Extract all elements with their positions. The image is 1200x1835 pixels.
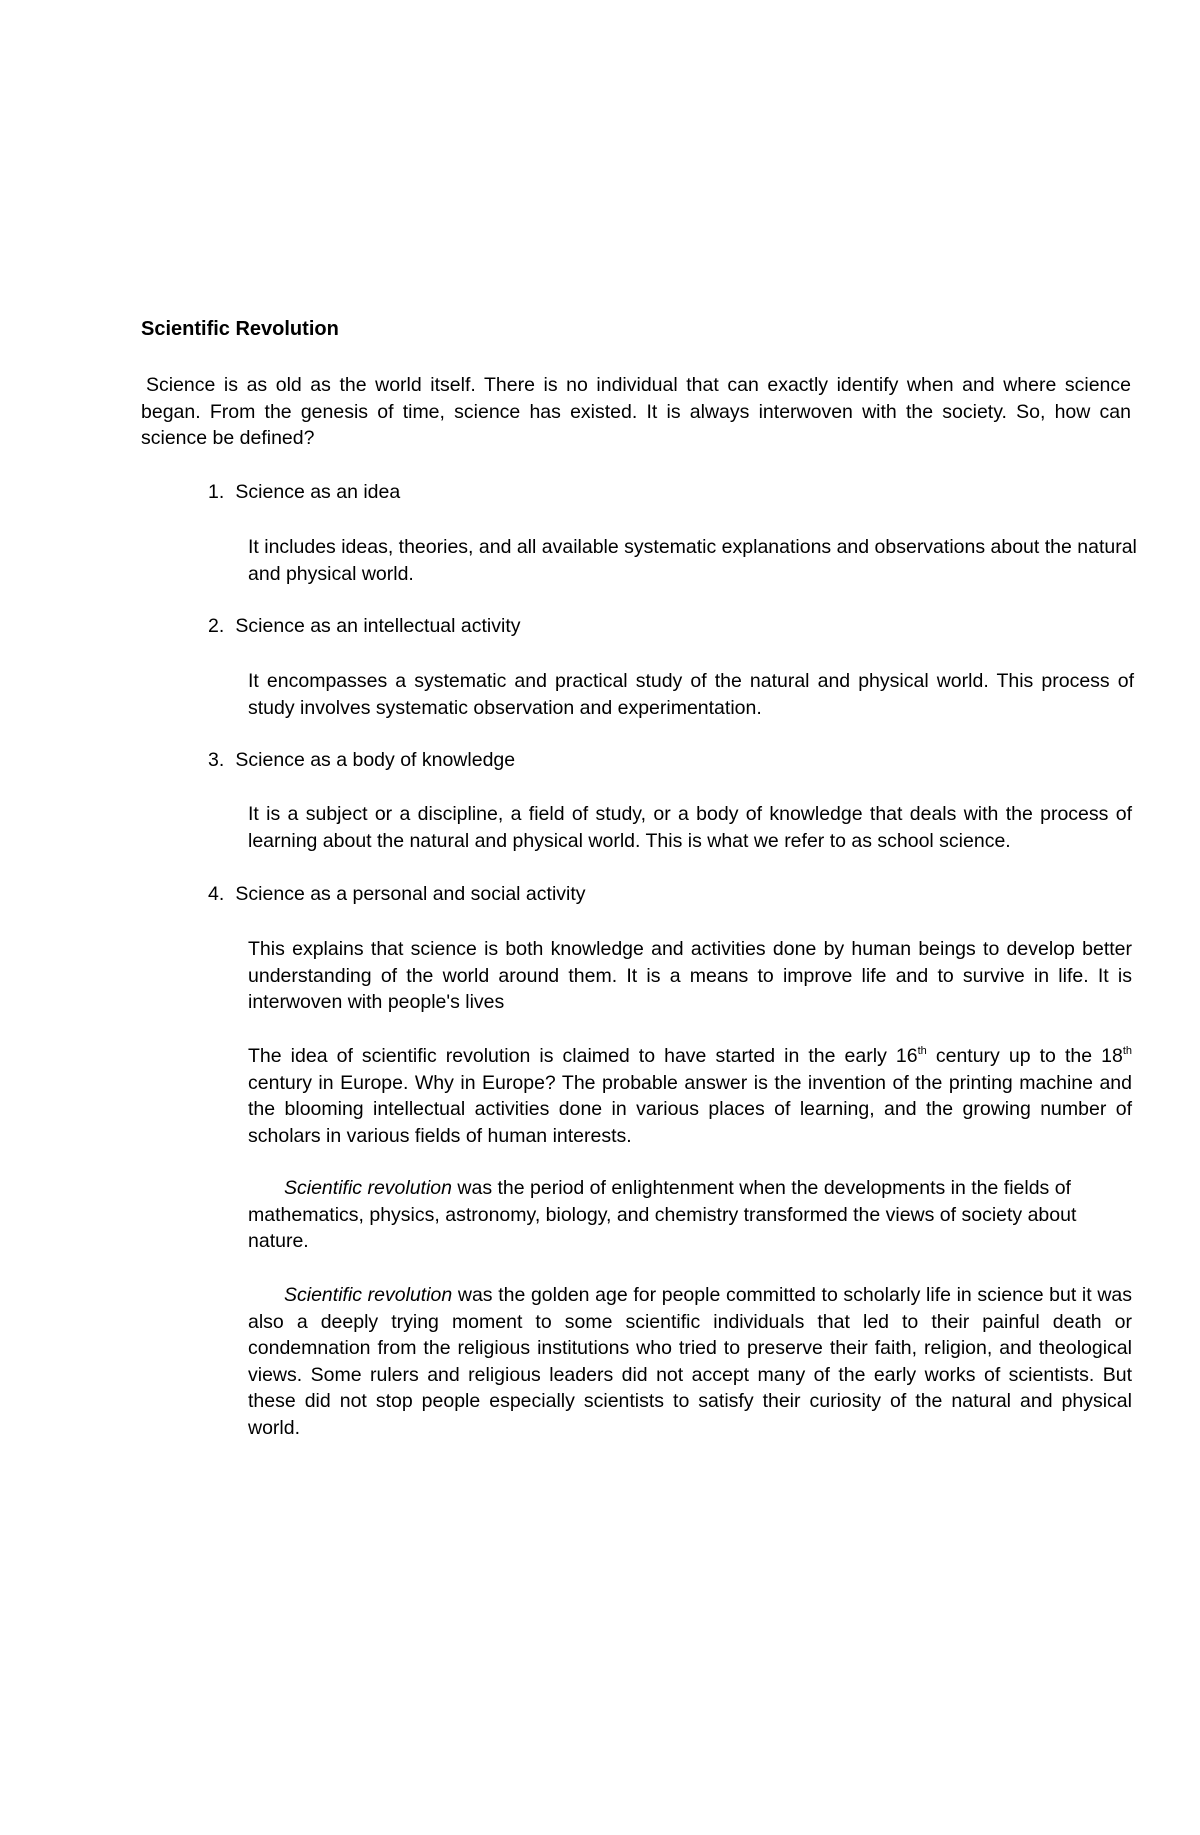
italic-term: Scientific revolution (284, 1177, 452, 1199)
list-item-heading-4 (208, 881, 586, 908)
revolution-text-2: century up to the 18 (926, 1045, 1123, 1067)
definition-text: was the period of enlightenment when the developments in the fields of mathematics, physics, astronomy, biology, and chemistry transformed the views of society about nature. (248, 1177, 1077, 1252)
list-item-body-2: It encompasses a systematic and practical study of the natural and physical world. This process of study involves systematic observation and experimentation. (248, 670, 1134, 719)
revolution-text-1: The idea of scientific revolution is claimed to have started in the early 16 (248, 1045, 918, 1067)
revolution-paragraph (248, 1043, 1132, 1149)
revolution-text-3: century in Europe. Why in Europe? The probable answer is the invention of the printing machine and the blooming intellectual activities done in various places of learning, and the growing number of scholars in various fields of human interests. (248, 1071, 1132, 1147)
list-item-heading: Science as a personal and social activity (235, 883, 586, 905)
definition-paragraph (248, 1175, 1138, 1255)
list-item-heading: Science as an idea (235, 481, 401, 503)
list-item-body-1: It includes ideas, theories, and all available systematic explanations and observations about the natural and physical world. (248, 536, 1137, 585)
list-item-heading-1 (208, 479, 400, 506)
superscript-th: th (1122, 1045, 1132, 1057)
list-item-heading: Science as an intellectual activity (235, 615, 521, 637)
list-item-number: 3. (208, 749, 225, 771)
list-item-number: 1. (208, 481, 225, 503)
page-title: Scientific Revolution (141, 318, 339, 340)
intro-paragraph: Science is as old as the world itself. There is no individual that can exactly identify when and where science began. From the genesis of time, science has existed. It is always interwoven with the society. So, how can science be defined? (141, 374, 1131, 449)
golden-age-paragraph (248, 1282, 1132, 1441)
list-item-number: 4. (208, 883, 225, 905)
superscript-th: th (917, 1045, 927, 1057)
list-item-heading-2 (208, 613, 521, 640)
italic-term: Scientific revolution (284, 1284, 453, 1306)
golden-age-text: was the golden age for people committed to scholarly life in science but it was also a deeply trying moment to some scientific individuals that led to their painful death or condemnation from the religious institutions who tried to preserve their faith, religion, and theological views. Some rulers and religious leaders did not accept many of the early works of scientists. But these did not stop people especially scientists to satisfy their curiosity of the natural and physical world. (248, 1284, 1133, 1439)
list-item-body-3: It is a subject or a discipline, a field of study, or a body of knowledge that deals with the process of learning about the natural and physical world. This is what we refer to as school science. (248, 803, 1132, 852)
list-item-heading-3 (208, 747, 515, 774)
list-item-number: 2. (208, 615, 225, 637)
list-item-body-4: This explains that science is both knowledge and activities done by human beings to develop better understanding of the world around them. It is a means to improve life and to survive in life. It is interwoven with people's lives (248, 938, 1132, 1013)
list-item-heading: Science as a body of knowledge (235, 749, 516, 771)
